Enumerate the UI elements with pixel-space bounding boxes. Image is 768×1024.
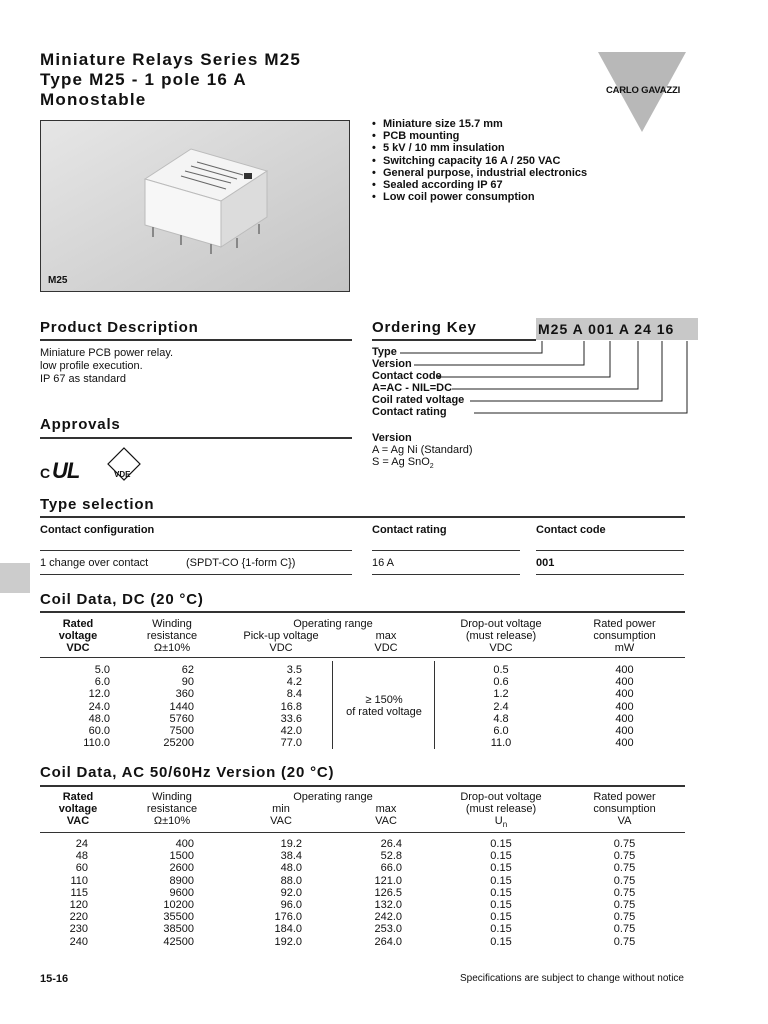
header-cell: Drop-out voltage [460, 791, 542, 803]
divider [40, 832, 685, 833]
table-cell [334, 725, 438, 737]
table-cell: 96.0 [280, 899, 302, 912]
table-row [40, 923, 685, 935]
table-cell: 24 [75, 838, 88, 850]
table-cell: 3.5 [286, 664, 302, 676]
header-cell: Ω±10% [153, 815, 191, 828]
table-cell: 77.0 [280, 737, 302, 750]
table-cell: 33.6 [280, 712, 302, 725]
table-row [40, 676, 685, 688]
table-cell: 184.0 [274, 923, 302, 936]
divider [40, 574, 352, 575]
divider [536, 574, 684, 575]
header-cell: Rated [62, 791, 94, 803]
contact-code-value: 001 [536, 557, 555, 569]
header-cell: Pick-up voltage [243, 630, 319, 643]
table-cell: 0.15 [490, 886, 512, 899]
table-cell: 11.0 [490, 737, 512, 750]
feature-item: • Miniature size 15.7 mm [372, 118, 587, 130]
divider [40, 657, 685, 658]
header-cell: VAC [270, 815, 292, 828]
table-cell [334, 737, 438, 749]
table-cell: 5.0 [94, 664, 110, 676]
table-cell: 0.6 [493, 676, 509, 689]
table-cell: 0.75 [613, 874, 636, 887]
table-cell: 400 [615, 676, 634, 689]
header-cell: voltage [58, 803, 98, 816]
table-cell: 0.75 [613, 862, 636, 875]
description-line: Miniature PCB power relay. [40, 347, 174, 359]
header-cell: Ω±10% [153, 642, 191, 655]
table-cell: 110 [70, 874, 88, 887]
header-cell: max [375, 630, 397, 643]
feature-item: • Switching capacity 16 A / 250 VAC [372, 155, 587, 167]
key-label-ac-dc: A=AC - NIL=DC [372, 382, 453, 395]
table-cell: 0.5 [493, 664, 509, 676]
header-cell: (must release) [465, 803, 537, 816]
table-cell: 0.15 [490, 862, 512, 875]
description-line: low profile execution. [40, 360, 143, 372]
divider [372, 550, 520, 551]
key-label-contact-rating: Contact rating [372, 406, 447, 419]
table-cell: 1440 [169, 700, 194, 713]
divider [40, 611, 685, 613]
table-cell: 0.75 [613, 886, 636, 899]
header-cell: Rated [62, 618, 94, 630]
table-row [40, 887, 685, 899]
coil-dc-heading: Coil Data, DC (20 °C) [40, 591, 204, 608]
table-cell: 0.75 [613, 923, 636, 936]
col-contact-config: Contact configuration [40, 524, 155, 536]
table-cell: 220 [69, 911, 88, 924]
header-cell: VAC [375, 815, 397, 828]
key-label-contact-code: Contact code [372, 370, 442, 383]
brand-name: CARLO GAVAZZI [605, 85, 681, 96]
table-cell: 0.15 [490, 935, 512, 948]
title-line-1: Miniature Relays Series M25 [40, 50, 302, 69]
header-cell: voltage [58, 630, 98, 643]
header-cell: Winding [152, 618, 192, 630]
version-s: S = Ag SnO$_2$ [372, 456, 434, 471]
table-cell: 121.0 [374, 874, 402, 887]
table-cell: 35500 [163, 911, 194, 924]
table-cell: 92.0 [280, 886, 302, 899]
table-cell: 60 [75, 862, 88, 875]
table-cell: 242.0 [374, 911, 402, 924]
table-cell: 48 [75, 850, 88, 863]
divider [536, 550, 684, 551]
table-cell: 6.0 [493, 725, 509, 738]
table-cell: 176.0 [274, 911, 302, 924]
table-cell: 5760 [169, 712, 194, 725]
relay-image [41, 121, 349, 291]
coil-ac-rows [40, 838, 685, 948]
approvals-heading: Approvals [40, 416, 121, 433]
feature-item: • Low coil power consumption [372, 191, 587, 203]
table-cell: 10200 [163, 899, 194, 912]
table-row [40, 725, 685, 737]
table-cell: 0.15 [490, 850, 512, 863]
table-cell: 38.4 [280, 850, 302, 863]
header-cell: Drop-out voltage [460, 618, 542, 630]
table-cell: 62 [181, 664, 194, 676]
table-cell [334, 676, 438, 688]
table-cell: 264.0 [374, 935, 402, 948]
header-cell: (must release) [465, 630, 537, 643]
title-line-2: Type M25 - 1 pole 16 A [40, 70, 247, 89]
table-cell: 52.8 [380, 850, 402, 863]
page-title [40, 50, 301, 110]
table-cell: 0.75 [613, 850, 636, 863]
table-cell: 9600 [169, 886, 194, 899]
table-cell: 360 [175, 688, 194, 701]
table-cell: 7500 [169, 725, 194, 738]
max-voltage-note: ≥ 150% of rated voltage [346, 694, 422, 718]
cul-mark-icon: C UL [40, 458, 80, 483]
table-cell: 42.0 [280, 725, 302, 738]
header-cell: Operating range [293, 791, 373, 803]
table-cell: 400 [615, 725, 634, 738]
table-cell: 16.8 [280, 700, 302, 713]
table-cell: 60.0 [88, 725, 110, 738]
table-cell: 192.0 [274, 935, 302, 948]
table-cell: 90 [181, 676, 194, 689]
divider [40, 437, 352, 439]
vde-label: VDE [114, 470, 131, 479]
photo-label: M25 [48, 275, 68, 286]
coil-ac-header-table [40, 791, 685, 832]
table-cell: 230 [69, 923, 88, 936]
table-cell: 0.15 [490, 874, 512, 887]
table-cell [334, 664, 438, 676]
header-cell: VDC [489, 642, 513, 655]
table-cell: 66.0 [380, 862, 402, 875]
table-cell: 88.0 [280, 874, 302, 887]
header-cell: consumption [593, 803, 656, 816]
table-cell: 48.0 [88, 712, 110, 725]
version-a: A = Ag Ni (Standard) [372, 444, 473, 457]
coil-ac-heading: Coil Data, AC 50/60Hz Version (20 °C) [40, 764, 335, 781]
table-cell: 1.2 [493, 688, 509, 701]
table-row [40, 936, 685, 948]
header-cell: resistance [146, 630, 198, 643]
table-cell: 2.4 [493, 700, 509, 713]
contact-config-value: 1 change over contact [40, 557, 149, 569]
table-cell: 0.15 [490, 911, 512, 924]
table-cell: 2600 [169, 862, 194, 875]
table-cell: 0.15 [490, 923, 512, 936]
product-photo [40, 120, 350, 292]
description-line: IP 67 as standard [40, 373, 127, 385]
table-cell: 25200 [163, 737, 194, 750]
header-cell: VDC [374, 642, 398, 655]
table-cell: 115 [70, 886, 88, 899]
table-cell: 6.0 [94, 676, 110, 689]
section-tab-marker [0, 563, 30, 593]
header-cell: VAC [66, 815, 90, 828]
table-cell: 24.0 [88, 700, 110, 713]
contact-rating-value: 16 A [372, 557, 395, 569]
table-cell: 4.8 [493, 712, 509, 725]
divider [40, 550, 352, 551]
table-cell: 0.75 [613, 935, 636, 948]
table-cell: 19.2 [280, 838, 302, 850]
table-cell: 400 [615, 712, 634, 725]
ordering-key-leader-lines [372, 338, 702, 418]
footer-note: Specifications are subject to change without notice [459, 973, 684, 984]
coil-ac-table [40, 838, 685, 948]
feature-item: • Sealed according IP 67 [372, 179, 587, 191]
table-row [40, 838, 685, 850]
header-cell: mW [614, 642, 635, 655]
table-cell: 240 [69, 935, 88, 948]
feature-item: • 5 kV / 10 mm insulation [372, 142, 587, 154]
table-cell: 120 [69, 899, 88, 912]
table-row [40, 899, 685, 911]
table-cell: 400 [615, 688, 634, 701]
table-row [40, 911, 685, 923]
table-cell: 0.75 [613, 838, 636, 850]
table-cell: 26.4 [380, 838, 402, 850]
version-info [372, 432, 473, 474]
table-cell: 110.0 [83, 737, 110, 750]
header-cell: VDC [66, 642, 90, 655]
table-row [40, 850, 685, 862]
key-label-version: Version [372, 358, 412, 371]
table-cell: 12.0 [88, 688, 110, 701]
table-cell: 400 [175, 838, 194, 850]
table-cell: 253.0 [374, 923, 402, 936]
table-cell: 126.5 [374, 886, 402, 899]
feature-item: • General purpose, industrial electronics [372, 167, 587, 179]
header-cell: $U_n$ [494, 815, 508, 830]
table-cell: 42500 [163, 935, 194, 948]
table-row [40, 737, 685, 749]
type-selection-heading: Type selection [40, 496, 155, 513]
table-cell: 8.4 [286, 688, 302, 701]
coil-dc-header-table [40, 618, 685, 655]
table-cell: 38500 [163, 923, 194, 936]
header-cell: Winding [152, 791, 192, 803]
table-cell: 4.2 [286, 676, 302, 689]
header-cell: max [375, 803, 397, 816]
table-cell: 0.15 [490, 838, 512, 850]
header-cell: consumption [593, 630, 656, 643]
table-row [40, 862, 685, 874]
header-cell: VDC [269, 642, 293, 655]
table-cell: 400 [615, 664, 634, 676]
header-cell: min [272, 803, 290, 816]
table-cell: 0.75 [613, 911, 636, 924]
header-cell: Rated power [593, 618, 656, 630]
contact-config-note: (SPDT-CO {1-form C}) [186, 557, 296, 569]
divider [40, 785, 685, 787]
key-label-type: Type [372, 346, 397, 358]
title-line-3: Monostable [40, 90, 147, 109]
table-cell: 132.0 [374, 899, 402, 912]
divider [40, 339, 352, 341]
feature-list [372, 118, 587, 203]
table-cell: 0.75 [613, 899, 636, 912]
version-heading: Version [372, 432, 412, 444]
header-cell: Rated power [593, 791, 656, 803]
ordering-key-code: M25 A 001 A 24 16 [536, 318, 698, 340]
product-description-text [40, 347, 173, 386]
ordering-key-heading: Ordering Key [372, 319, 477, 336]
table-cell: 400 [615, 700, 634, 713]
divider [40, 516, 685, 518]
feature-item: • PCB mounting [372, 130, 587, 142]
header-cell: VA [617, 815, 632, 828]
key-label-coil-voltage: Coil rated voltage [372, 394, 465, 407]
col-contact-code: Contact code [536, 524, 606, 536]
table-cell: 400 [615, 737, 634, 750]
header-cell: resistance [146, 803, 198, 816]
table-cell: 1500 [169, 850, 194, 863]
table-row [40, 664, 685, 676]
table-row [40, 875, 685, 887]
header-cell: Operating range [293, 618, 373, 630]
col-contact-rating: Contact rating [372, 524, 447, 536]
product-description-heading: Product Description [40, 319, 199, 336]
table-cell: 8900 [169, 874, 194, 887]
divider [372, 574, 520, 575]
table-cell: 0.15 [490, 899, 512, 912]
page-number: 15-16 [40, 973, 69, 985]
table-cell: 48.0 [280, 862, 302, 875]
